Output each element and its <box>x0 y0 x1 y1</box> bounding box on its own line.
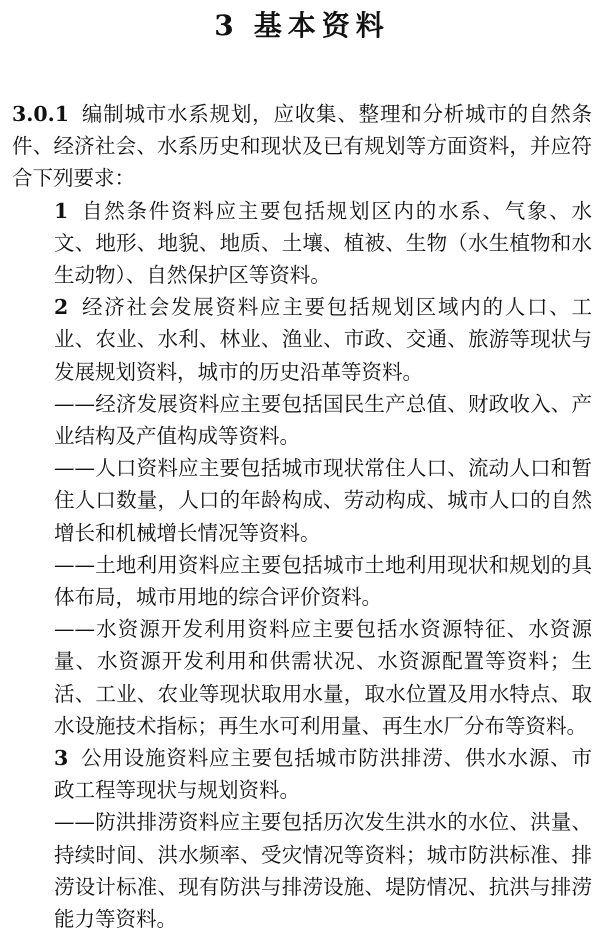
item-paragraph <box>12 291 592 388</box>
section-number: 3 <box>214 9 240 42</box>
section-heading <box>12 0 592 58</box>
item-text: 公用设施资料应主要包括城市防洪排涝、供水水源、市政工程等现状与规划资料。 <box>54 746 592 803</box>
item-paragraph <box>12 742 592 806</box>
sub-item-paragraph: ——人口资料应主要包括城市现状常住人口、流动人口和暂住人口数量，人口的年龄构成、劳动构成、城市人口的自然增长和机械增长情况等资料。 <box>54 456 592 545</box>
sub-item-paragraph: ——防洪排涝资料应主要包括历次发生洪水的水位、洪量、持续时间、洪水频率、受灾情况等资料；城市防洪标准、排涝设计标准、现有防洪与排涝设施、堤防情况、抗洪与排涝能力等资料。 <box>54 810 592 932</box>
sub-item-paragraph: ——经济发展资料应主要包括国民生产总值、财政收入、产业结构及产值构成等资料。 <box>54 391 592 449</box>
sub-item-paragraph: ——水资源开发利用资料应主要包括水资源特征、水资源量、水资源开发利用和供需状况、水资源配置等资料；生活、工业、农业等现状取用水量，取水位置及用水特点、取水设施技术指标；再生水可利用量、再生水厂分布等资料。 <box>54 617 592 738</box>
clause-paragraph <box>12 98 592 195</box>
item-number: 3 <box>54 746 69 771</box>
sub-item-paragraph: ——土地利用资料应主要包括城市土地利用现状和规划的具体布局，城市用地的综合评价资料。 <box>54 552 592 610</box>
item-text: 经济社会发展资料应主要包括规划区域内的人口、工业、农业、水利、林业、渔业、市政、交通、旅游等现状与发展规划资料，城市的历史沿革等资料。 <box>54 295 592 384</box>
item-paragraph <box>12 195 592 292</box>
clause-number: 3.0.1 <box>12 102 70 126</box>
item-text: 自然条件资料应主要包括规划区内的水系、气象、水文、地形、地貌、地质、土壤、植被、生物（水生植物和水生动物）、自然保护区等资料。 <box>54 198 592 288</box>
item-number: 1 <box>54 198 69 223</box>
item-number: 2 <box>54 295 69 320</box>
section-title: 基本资料 <box>253 9 390 42</box>
clause-text: 编制城市水系规划，应收集、整理和分析城市的自然条件、经济社会、水系历史和现状及已有规划等方面资料，并应符合下列要求： <box>12 102 592 191</box>
